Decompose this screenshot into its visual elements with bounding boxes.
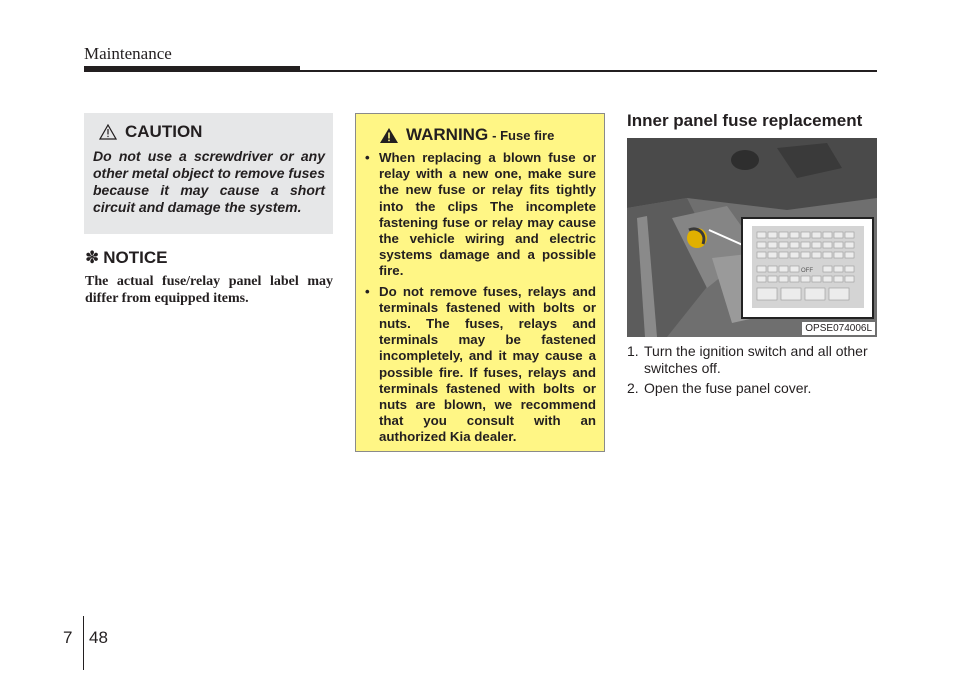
warning-title: WARNING [406, 125, 489, 144]
figure-caption: OPSE074006L [802, 322, 875, 335]
step-number: 1. [627, 343, 639, 359]
bullet-icon: • [365, 283, 370, 299]
bullet-icon: • [365, 150, 370, 165]
notice-header [85, 248, 167, 268]
procedure-step [627, 380, 877, 397]
warning-item [365, 150, 596, 280]
notice-asterisk-icon: ✽ [85, 248, 100, 267]
warning-box [355, 113, 605, 452]
header-rule-thick [84, 66, 300, 72]
notice-text: The actual fuse/relay panel label may differ from equipped items. [85, 274, 333, 306]
caution-box [84, 113, 333, 234]
caution-header [99, 121, 325, 143]
fuse-panel-photo [627, 138, 877, 337]
procedure-step [627, 343, 877, 377]
notice-title: NOTICE [103, 248, 168, 267]
step-number: 2. [627, 380, 639, 396]
fuse-panel-illustration [627, 138, 877, 337]
warning-item [365, 284, 596, 446]
warning-item-text: Do not remove fuses, relays and terminals fastened with bolts or nuts. The fuses, relays and terminals may be fastened incompletely, and it may cause a possible fire. If fuses, relays and terminals fastened with bolts or nuts are blown, we recommend that you consult with an authorized Kia dealer. [379, 283, 596, 445]
step-text: Open the fuse panel cover. [644, 380, 812, 396]
footer-chapter-number: 7 [63, 628, 73, 647]
warning-header [379, 124, 596, 144]
footer-divider [83, 616, 84, 670]
caution-title: CAUTION [125, 122, 203, 141]
section-heading: Inner panel fuse replacement [627, 111, 863, 130]
warning-triangle-icon [379, 127, 399, 144]
warning-subtitle: - Fuse fire [492, 128, 555, 143]
footer-page-number: 48 [89, 628, 108, 647]
header-rule-thin [300, 70, 877, 72]
warning-list [365, 150, 596, 446]
step-text: Turn the ignition switch and all other switches off. [644, 343, 868, 376]
page-header-title: Maintenance [84, 44, 172, 63]
caution-text: Do not use a screwdriver or any other metal object to remove fuses because it may cause a short circuit and damage the system. [93, 148, 325, 215]
procedure-steps [627, 343, 877, 400]
caution-triangle-icon [99, 124, 117, 140]
fuse-switch-label: OFF [801, 268, 813, 274]
warning-item-text: When replacing a blown fuse or relay with a new one, make sure the new fuse or relay fits tightly into the clips The incomplete fastening fuse or relay may cause the vehicle wiring and electric systems damage and a possible fire. [379, 150, 596, 279]
